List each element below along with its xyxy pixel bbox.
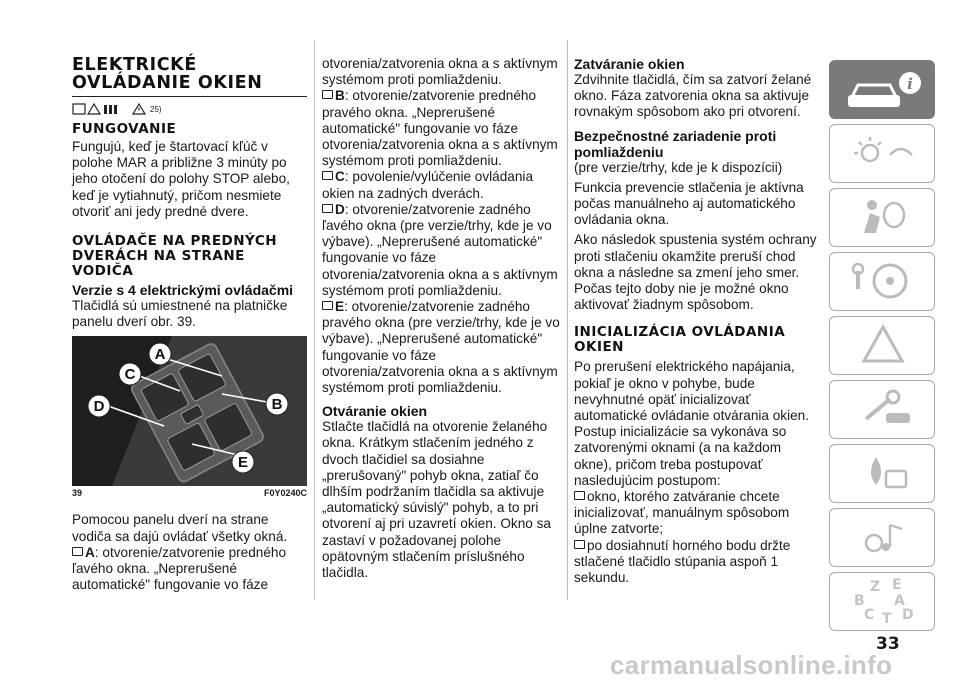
label-b: B xyxy=(271,396,283,414)
item-key: C xyxy=(335,169,345,185)
item-key: D xyxy=(335,201,345,217)
subheading-zatvaranie: Zatváranie okien xyxy=(574,56,685,72)
tab-steering-key[interactable] xyxy=(829,252,935,311)
list-item-b xyxy=(322,88,562,169)
item-key: E xyxy=(335,299,345,315)
list-item-d xyxy=(322,202,562,299)
manual-reference-icon xyxy=(72,102,128,116)
page-number: 33 xyxy=(876,634,900,654)
tab-airbag[interactable] xyxy=(829,188,935,247)
index-letter: T xyxy=(882,611,892,627)
car-info-icon xyxy=(830,61,936,118)
item-text: : povolenie/vylúčenie ovládania okien na zadných dverách. xyxy=(322,169,534,201)
steering-key-icon xyxy=(830,253,936,310)
column-2 xyxy=(322,0,562,581)
tab-dashboard-lights[interactable] xyxy=(829,124,935,183)
subheading-bezpecnost: Bezpečnostné zariadenie proti pomliaždeniu xyxy=(574,127,777,160)
paragraph-inicializacia: Po prerušení elektrického napájania, pokiaľ je okno v pohybe, bude nevyhnutné opäť inicializovať automatické ovládanie otvárania okien. Postup inicializácie sa vykonáva so zatvorenými oknami (a na každom okne), pričom treba postupovať nasledujúcim postupom: xyxy=(574,359,810,488)
item-text: : otvorenie/zatvorenie zadného pravého okna (pre verzie/trhy, kde je vo výbave). „Neprerušené automatické" fungovanie vo fáze otvorenia/zatvorenia okna a s aktívnym systémom proti pomliaždeniu. xyxy=(322,299,560,396)
paragraph-continued: otvorenia/zatvorenia okna a s aktívnym systémom proti pomliaždeniu. xyxy=(322,56,558,88)
item-text: : otvorenie/zatvorenie predného ľavého okna. „Neprerušené automatické" fungovanie vo fáze xyxy=(72,544,287,593)
subheading-verzie: Verzie s 4 elektrickými ovládačmi xyxy=(72,282,294,299)
bullet-icon xyxy=(574,540,585,549)
index-letter: D xyxy=(902,607,914,623)
title-rule xyxy=(72,96,307,97)
bullet-icon xyxy=(322,90,333,99)
chapter-tabs xyxy=(829,60,935,636)
item-key: B xyxy=(335,88,345,104)
bullet-icon xyxy=(322,171,333,180)
heading-inicializacia: INICIALIZÁCIA OVLÁDANIA OKIEN xyxy=(574,324,786,356)
bullet-icon xyxy=(72,547,83,556)
column-3 xyxy=(574,0,818,586)
section-title: ELEKTRICKÉ OVLÁDANIE OKIEN xyxy=(72,55,263,93)
reference-icons xyxy=(72,102,307,116)
item-text: : otvorenie/zatvorenie zadného ľavého okna (pre verzie/trhy, kde je vo výbave). „Neprerušené automatické" fungovanie vo fáze otvorenia/zatvorenia okna a s aktívnym systémom proti pomliaždeniu. xyxy=(322,201,558,298)
figure-number: 39 xyxy=(72,488,83,499)
tab-technical-data[interactable] xyxy=(829,444,935,503)
column-divider xyxy=(567,40,568,600)
warning-triangle-icon xyxy=(830,317,936,374)
bullet-item-2 xyxy=(574,538,818,587)
bullet-icon xyxy=(322,301,333,310)
list-item-a xyxy=(72,545,307,594)
index-letter: Z xyxy=(870,579,881,595)
tab-warning[interactable] xyxy=(829,316,935,375)
watermark[interactable]: carmanualsonline.info xyxy=(610,650,893,680)
index-letter: E xyxy=(892,577,902,593)
label-a: A xyxy=(154,346,166,364)
subheading-otvaranie: Otváranie okien xyxy=(322,403,428,420)
media-icon xyxy=(830,509,936,566)
bullet-item-1 xyxy=(574,489,818,538)
airbag-icon xyxy=(830,189,936,246)
paragraph-fungovanie: Fungujú, keď je štartovací kľúč v polohe MAR a približne 3 minúty po jeho otočení do polohy STOP alebo, keď je vytiahnutý, pričom nesmiete otvoriť ani jedy predné dvere. xyxy=(72,139,290,219)
list-item-c xyxy=(322,169,562,201)
paragraph-bezpecnost-note: (pre verzie/trhy, kde je k dispozícii) xyxy=(574,159,783,175)
column-divider xyxy=(314,40,315,600)
label-c: C xyxy=(124,366,136,384)
paragraph-zatvaranie: Zdvihnite tlačidlá, čím sa zatvorí želané okno. Fáza zatvorenia okna sa aktivuje rovnakým spôsobom ako pri otvorení. xyxy=(574,72,812,120)
index-letter: A xyxy=(894,593,905,609)
bullet-icon xyxy=(574,491,585,500)
list-item-e xyxy=(322,299,562,396)
tab-car-info[interactable] xyxy=(829,60,935,119)
paragraph-bezpecnost-1: Funkcia prevencie stlačenia je aktívna počas manuálneho aj automatického ovládania okna. xyxy=(574,179,804,228)
item-key: A xyxy=(85,544,95,560)
bullet-text: po dosiahnutí horného bodu držte stlačené tlačidlo stúpania aspoň 1 sekundu. xyxy=(574,537,791,586)
tab-media[interactable] xyxy=(829,508,935,567)
bullet-icon xyxy=(322,204,333,213)
door-panel-figure xyxy=(72,336,307,486)
dashboard-lights-icon xyxy=(830,125,936,182)
paragraph-verzie: Tlačidlá sú umiestnené na platničke panelu dverí obr. 39. xyxy=(72,298,288,330)
window-switch-panel-image xyxy=(72,336,307,486)
tab-service[interactable] xyxy=(829,380,935,439)
figure-caption xyxy=(72,488,307,498)
column-1 xyxy=(72,0,307,593)
svg-text:i: i xyxy=(907,75,913,93)
index-letter: C xyxy=(864,607,875,623)
item-text: : otvorenie/zatvorenie predného pravého okna. „Neprerušené automatické" fungovanie vo fáze otvorenia/zatvorenia okna a s aktívnym systémom proti pomliaždeniu. xyxy=(322,88,558,169)
paragraph-pomocou: Pomocou panelu dverí na strane vodiča sa dajú ovládať všetky okná. xyxy=(72,512,288,544)
label-d: D xyxy=(93,398,105,416)
note-reference: 25) xyxy=(150,104,162,114)
heading-ovladace: OVLÁDAČE NA PREDNÝCH DVERÁCH NA STRANE VODIČA xyxy=(72,233,278,280)
warning-icon xyxy=(132,103,146,115)
heading-fungovanie: FUNGOVANIE xyxy=(72,121,177,137)
wrench-car-icon xyxy=(830,381,936,438)
paragraph-bezpecnost-2: Ako následok spustenia systém ochrany proti stlačeniu okamžite preruší chod okna a následne sa zmení jeho smer. Počas tejto doby nie je možné okno aktivovať žiadnym spôsobom. xyxy=(574,232,817,313)
drop-icon xyxy=(830,445,936,502)
alphabet-index-icon xyxy=(830,573,936,630)
figure-code: F0Y0240C xyxy=(263,488,307,499)
paragraph-otvaranie: Stlačte tlačidlá na otvorenie želaného okna. Krátkym stlačením jedného z dvoch tlačidiel sa dosiahne „prerušovaný" pohyb okna, zatiaľ čo dlhším podržaním tlačidla sa aktivuje „automatický súvislý" pohyb, a to pri otvorení aj pri uzavretí okien. Okno sa zastaví v požadovanej polohe opätovným stlačením príslušného tlačidla. xyxy=(322,419,551,581)
index-letter: B xyxy=(854,593,865,609)
label-e: E xyxy=(237,454,249,472)
tab-index[interactable] xyxy=(829,572,935,631)
bullet-text: okno, ktorého zatváranie chcete inicializovať, manuálnym spôsobom úplne zatvorte; xyxy=(574,489,790,537)
